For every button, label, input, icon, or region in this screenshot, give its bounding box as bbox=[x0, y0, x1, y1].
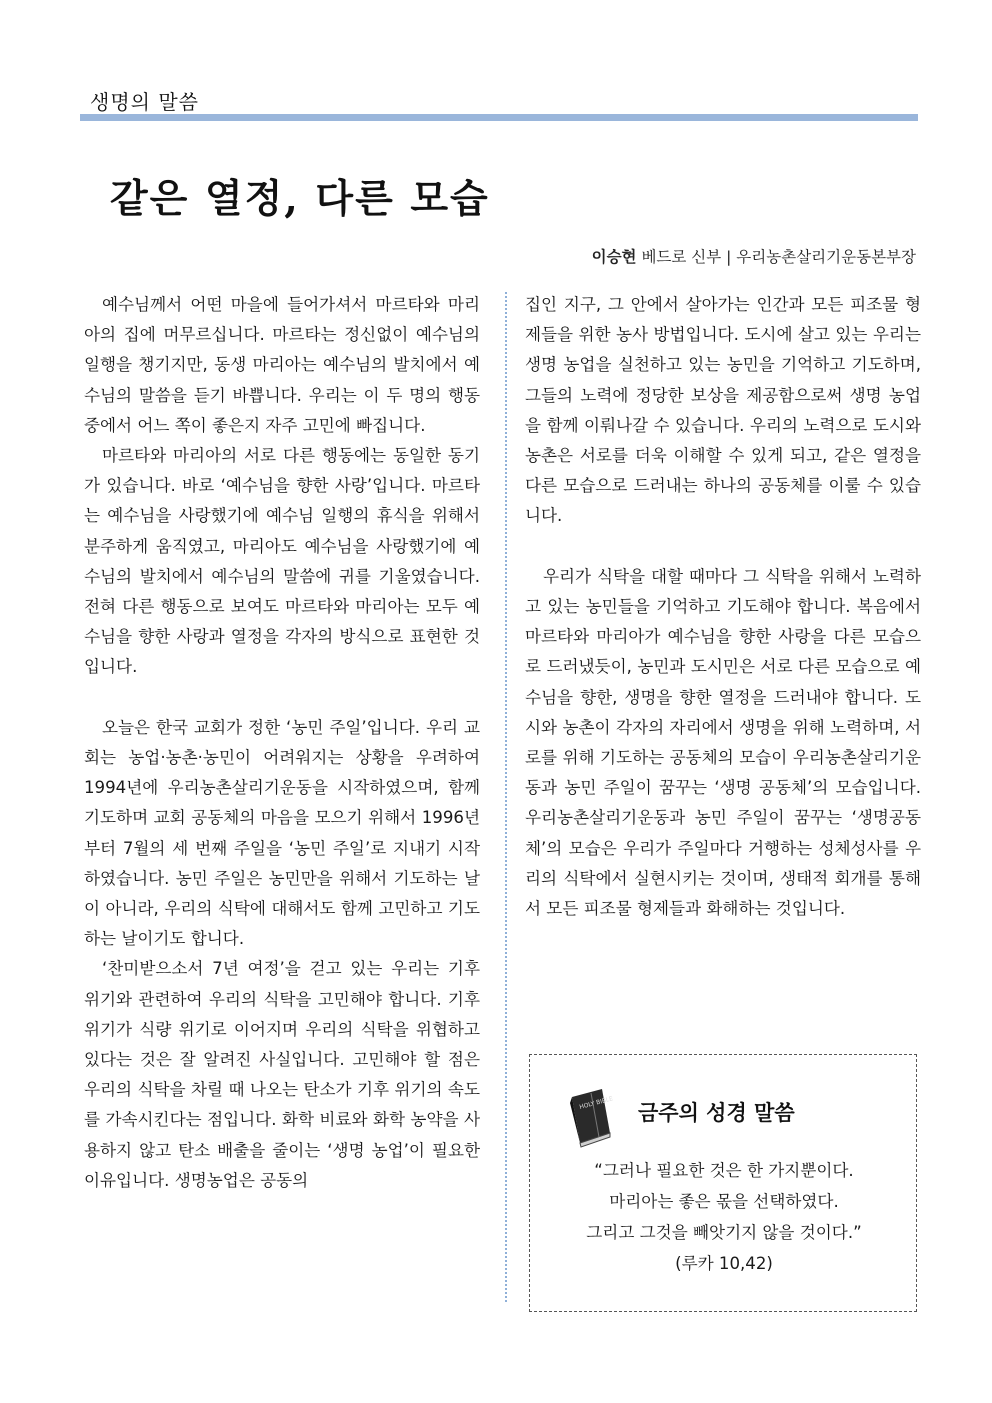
article-title: 같은 열정, 다른 모습 bbox=[110, 176, 490, 222]
column-divider bbox=[505, 292, 507, 1302]
author-name: 이승현 bbox=[591, 248, 637, 266]
verse-text bbox=[530, 1155, 918, 1279]
verse-line: “그러나 필요한 것은 한 가지뿐이다. bbox=[594, 1161, 854, 1180]
bible-icon bbox=[564, 1087, 614, 1149]
bible-cover-text: HOLY BIBLE bbox=[578, 1095, 614, 1111]
weekly-verse-box bbox=[529, 1054, 917, 1312]
verse-line: 마리아는 좋은 몫을 선택하였다. bbox=[609, 1192, 839, 1211]
paragraph: 예수님께서 어떤 마을에 들어가셔서 마르타와 마리아의 집에 머무르십니다. 마르타는 정신없이 예수님의 일행을 챙기지만, 동생 마리아는 예수님의 발치에서 예수님의 말씀을 듣기 바쁩니다. 우리는 이 두 명의 행동 중에서 어느 쪽이 좋은지 자주 고민에 빠집니다. bbox=[84, 295, 480, 435]
right-column bbox=[525, 290, 921, 924]
paragraph: 마르타와 마리아의 서로 다른 행동에는 동일한 동기가 있습니다. 바로 ‘예수님을 향한 사랑’입니다. 마르타는 예수님을 사랑했기에 예수님 일행의 휴식을 위해서 분주하게 움직였고, 마리아도 예수님을 사랑했기에 예수님의 발치에서 예수님의 말씀에 귀를 기울였습니다. 전혀 다른 행동으로 보여도 마르타와 마리아는 모두 예수님을 향한 사랑과 열정을 각자의 방식으로 표현한 것입니다. bbox=[84, 446, 480, 677]
paragraph: 오늘은 한국 교회가 정한 ‘농민 주일’입니다. 우리 교회는 농업·농촌·농민이 어려워지는 상황을 우려하여 1994년에 우리농촌살리기운동을 시작하였으며, 함께 기도하며 교회 공동체의 마음을 모으기 위해서 1996년부터 7월의 세 번째 주일을 ‘농민 주일’로 지내기 시작하였습니다. 농민 주일은 농민만을 위해서 기도하는 날이 아니라, 우리의 식탁에 대해서도 함께 고민하고 기도하는 날이기도 합니다. bbox=[84, 717, 480, 949]
author-title: 베드로 신부 | 우리농촌살리기운동본부장 bbox=[636, 248, 916, 266]
paragraph: ‘찬미받으소서 7년 여정’을 걷고 있는 우리는 기후 위기와 관련하여 우리의 식탁을 고민해야 합니다. 기후 위기가 식량 위기로 이어지며 우리의 식탁을 위협하고 있다는 것은 잘 알려진 사실입니다. 고민해야 할 점은 우리의 식탁을 차릴 때 나오는 탄소가 기후 위기의 속도를 가속시킨다는 점입니다. 화학 비료와 화학 농약을 사용하지 않고 탄소 배출을 줄이는 ‘생명 농업’이 필요한 이유입니다. 생명농업은 공동의 bbox=[84, 959, 480, 1190]
header-rule bbox=[80, 114, 918, 121]
paragraph: 우리가 식탁을 대할 때마다 그 식탁을 위해서 노력하고 있는 농민들을 기억하고 기도해야 합니다. 복음에서 마르타와 마리아가 예수님을 향한 사랑을 다른 모습으로 드러냈듯이, 농민과 도시민은 서로 다른 모습으로 예수님을 향한, 생명을 향한 열정을 드러내야 합니다. 도시와 농촌이 각자의 자리에서 생명을 위해 노력하며, 서로를 위해 기도하는 공동체의 모습이 우리농촌살리기운동과 농민 주일이 꿈꾸는 ‘생명 공동체’의 모습입니다. 우리농촌살리기운동과 농민 주일이 꿈꾸는 ‘생명공동체’의 모습은 우리가 주일마다 거행하는 성체성사를 우리의 식탁에서 실현시키는 것이며, 생태적 회개를 통해서 모든 피조물 형제들과 화해하는 것입니다. bbox=[525, 566, 921, 919]
paragraph: 집인 지구, 그 안에서 살아가는 인간과 모든 피조물 형제들을 위한 농사 방법입니다. 도시에 살고 있는 우리는 생명 농업을 실천하고 있는 농민을 기억하고 기도하며, 그들의 노력에 정당한 보상을 제공함으로써 생명 농업을 함께 이뤄나갈 수 있습니다. 우리의 노력으로 도시와 농촌은 서로를 더욱 이해할 수 있게 되고, 같은 열정을 다른 모습으로 드러내는 하나의 공동체를 이룰 수 있습니다. bbox=[525, 295, 921, 526]
byline bbox=[592, 245, 916, 267]
verse-line: 그리고 그것을 빼앗기지 않을 것이다.” bbox=[586, 1223, 862, 1242]
verse-citation: (루카 10,42) bbox=[675, 1254, 773, 1273]
section-label: 생명의 말씀 bbox=[90, 90, 199, 114]
left-column bbox=[84, 290, 480, 1196]
verse-heading: 금주의 성경 말씀 bbox=[638, 1101, 795, 1125]
